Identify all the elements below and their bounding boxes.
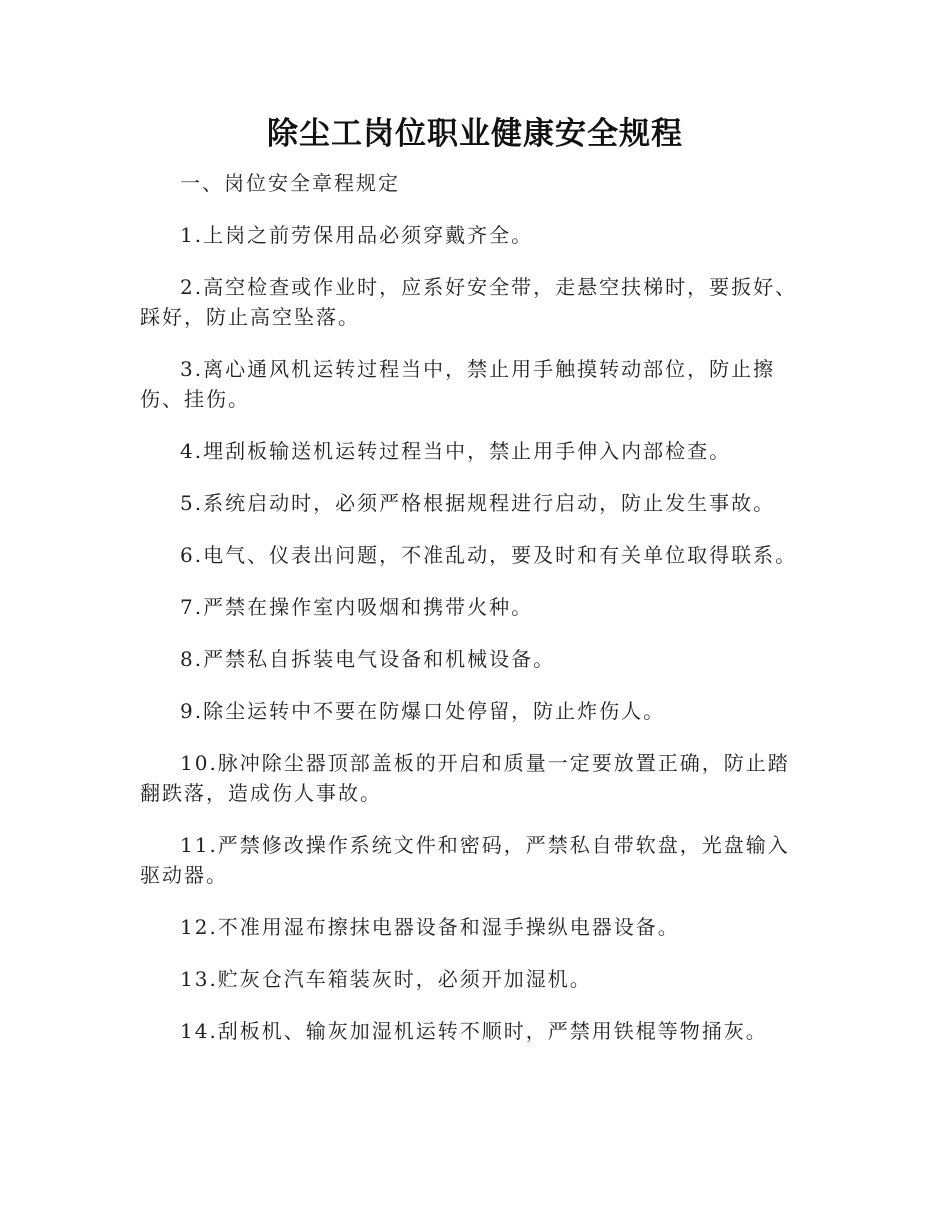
rule-item-6: 6.电气、仪表出问题，不准乱动，要及时和有关单位取得联系。 xyxy=(180,543,798,567)
rule-item-1: 1.上岗之前劳保用品必须穿戴齐全。 xyxy=(180,223,534,247)
rule-item-7: 7.严禁在操作室内吸烟和携带火种。 xyxy=(180,595,534,619)
rule-item-10: 10.脉冲除尘器顶部盖板的开启和质量一定要放置正确，防止踏翻跌落，造成伤人事故。 xyxy=(140,751,790,805)
rule-item-12: 12.不准用湿布擦抹电器设备和湿手操纵电器设备。 xyxy=(180,915,680,939)
section-heading: 一、岗位安全章程规定 xyxy=(180,171,400,195)
document-body xyxy=(140,168,808,1046)
rule-item-13: 13.贮灰仓汽车箱装灰时，必须开加湿机。 xyxy=(180,967,592,991)
rule-item-5: 5.系统启动时，必须严格根据规程进行启动，防止发生事故。 xyxy=(180,491,776,515)
rule-item-2: 2.高空检查或作业时，应系好安全带，走悬空扶梯时，要扳好、踩好，防止高空坠落。 xyxy=(140,275,798,329)
rule-item-4: 4.埋刮板输送机运转过程当中，禁止用手伸入内部检查。 xyxy=(180,439,732,463)
rule-item-11: 11.严禁修改操作系统文件和密码，严禁私自带软盘，光盘输入驱动器。 xyxy=(140,833,790,887)
document-title: 除尘工岗位职业健康安全规程 xyxy=(267,116,683,152)
rule-item-14: 14.刮板机、输灰加湿机运转不顺时，严禁用铁棍等物捅灰。 xyxy=(180,1019,768,1043)
rule-item-8: 8.严禁私自拆装电气设备和机械设备。 xyxy=(180,647,556,671)
rule-item-3: 3.离心通风机运转过程当中，禁止用手触摸转动部位，防止擦伤、挂伤。 xyxy=(140,357,776,411)
rule-item-9: 9.除尘运转中不要在防爆口处停留，防止炸伤人。 xyxy=(180,699,666,723)
